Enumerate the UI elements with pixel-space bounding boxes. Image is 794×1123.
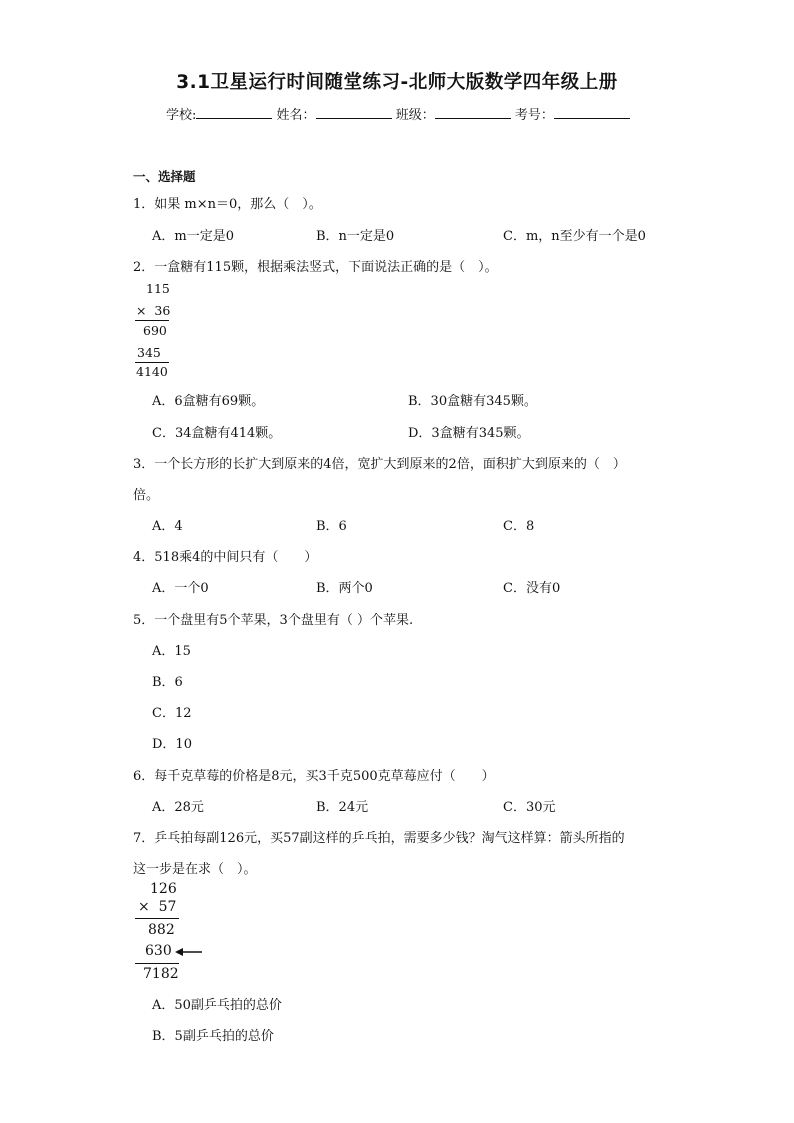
q2-calc-rule xyxy=(135,320,169,321)
page-title: 3.1卫星运行时间随堂练习-北师大版数学四年级上册 xyxy=(176,72,618,93)
q7-calc-product: 7182 xyxy=(143,966,179,982)
q7-option-a[interactable]: A．50副乒乓拍的总价 xyxy=(152,998,282,1013)
q7-calc-partial-2: 630 xyxy=(145,943,172,959)
exam-no-label: 考号： xyxy=(514,108,554,123)
q7-calc-multiplier: × 57 xyxy=(138,899,177,915)
q2-calc-multiplier: × 36 xyxy=(136,303,171,318)
question-2-stem: 2．一盒糖有115颗，根据乘法竖式，下面说法正确的是（ ）。 xyxy=(133,260,498,275)
q2-calc-partial-1: 690 xyxy=(143,323,167,338)
q5-option-a[interactable]: A．15 xyxy=(152,644,191,659)
q1-option-c[interactable]: C．m，n至少有一个是0 xyxy=(503,229,646,244)
q4-option-b[interactable]: B．两个0 xyxy=(316,581,373,596)
section-heading: 一、选择题 xyxy=(133,169,196,184)
exam-no-blank xyxy=(554,105,630,119)
class-blank xyxy=(435,105,511,119)
q4-option-a[interactable]: A．一个0 xyxy=(152,581,209,596)
left-arrow-icon xyxy=(174,944,204,960)
q2-calc-partial-2: 345 xyxy=(137,345,161,360)
question-3-stem: 3．一个长方形的长扩大到原来的4倍，宽扩大到原来的2倍，面积扩大到原来的（ ） xyxy=(133,457,626,472)
class-label: 班级： xyxy=(395,108,435,123)
school-label: 学校: xyxy=(166,108,197,123)
q5-option-d[interactable]: D．10 xyxy=(152,737,192,752)
q6-option-b[interactable]: B．24元 xyxy=(316,800,369,815)
school-blank xyxy=(196,105,272,119)
question-1-stem: 1．如果 m×n＝0，那么（ ）。 xyxy=(133,197,322,212)
q7-calc-rule xyxy=(135,963,179,964)
q2-option-a[interactable]: A．6盒糖有69颗。 xyxy=(152,394,265,409)
q5-option-c[interactable]: C．12 xyxy=(152,706,192,721)
q7-calc-rule xyxy=(135,918,179,919)
name-label: 姓名： xyxy=(276,108,316,123)
q2-calc-multiplicand: 115 xyxy=(146,281,170,296)
q1-option-a[interactable]: A．m一定是0 xyxy=(152,229,234,244)
q4-option-c[interactable]: C．没有0 xyxy=(503,581,561,596)
question-7-stem-continued: 这一步是在求（ ）。 xyxy=(133,862,257,877)
question-7-stem: 7．乒乓拍每副126元，买57副这样的乒乓拍，需要多少钱？淘气这样算：箭头所指的 xyxy=(133,831,625,846)
question-3-stem-continued: 倍。 xyxy=(133,488,160,503)
q7-option-b[interactable]: B．5副乒乓拍的总价 xyxy=(152,1029,274,1044)
q7-calc-multiplicand: 126 xyxy=(150,881,177,897)
q3-option-b[interactable]: B．6 xyxy=(316,519,347,534)
q3-option-a[interactable]: A．4 xyxy=(152,519,183,534)
q2-calc-product: 4140 xyxy=(136,364,168,379)
q1-option-b[interactable]: B．n一定是0 xyxy=(316,229,395,244)
question-4-stem: 4．518乘4的中间只有（ ） xyxy=(133,550,318,565)
student-info-line xyxy=(166,104,630,123)
q2-calc-rule xyxy=(135,362,169,363)
q2-option-b[interactable]: B．30盒糖有345颗。 xyxy=(408,394,537,409)
q6-option-c[interactable]: C．30元 xyxy=(503,800,556,815)
q2-option-d[interactable]: D．3盒糖有345颗。 xyxy=(408,426,530,441)
question-5-stem: 5．一个盘里有5个苹果，3个盘里有（ ）个苹果. xyxy=(133,613,414,628)
q6-option-a[interactable]: A．28元 xyxy=(152,800,204,815)
q3-option-c[interactable]: C．8 xyxy=(503,519,535,534)
q5-option-b[interactable]: B．6 xyxy=(152,675,183,690)
name-blank xyxy=(316,105,392,119)
question-6-stem: 6．每千克草莓的价格是8元，买3千克500克草莓应付（ ） xyxy=(133,769,495,784)
q2-option-c[interactable]: C．34盒糖有414颗。 xyxy=(152,426,282,441)
q7-calc-partial-1: 882 xyxy=(148,922,175,938)
